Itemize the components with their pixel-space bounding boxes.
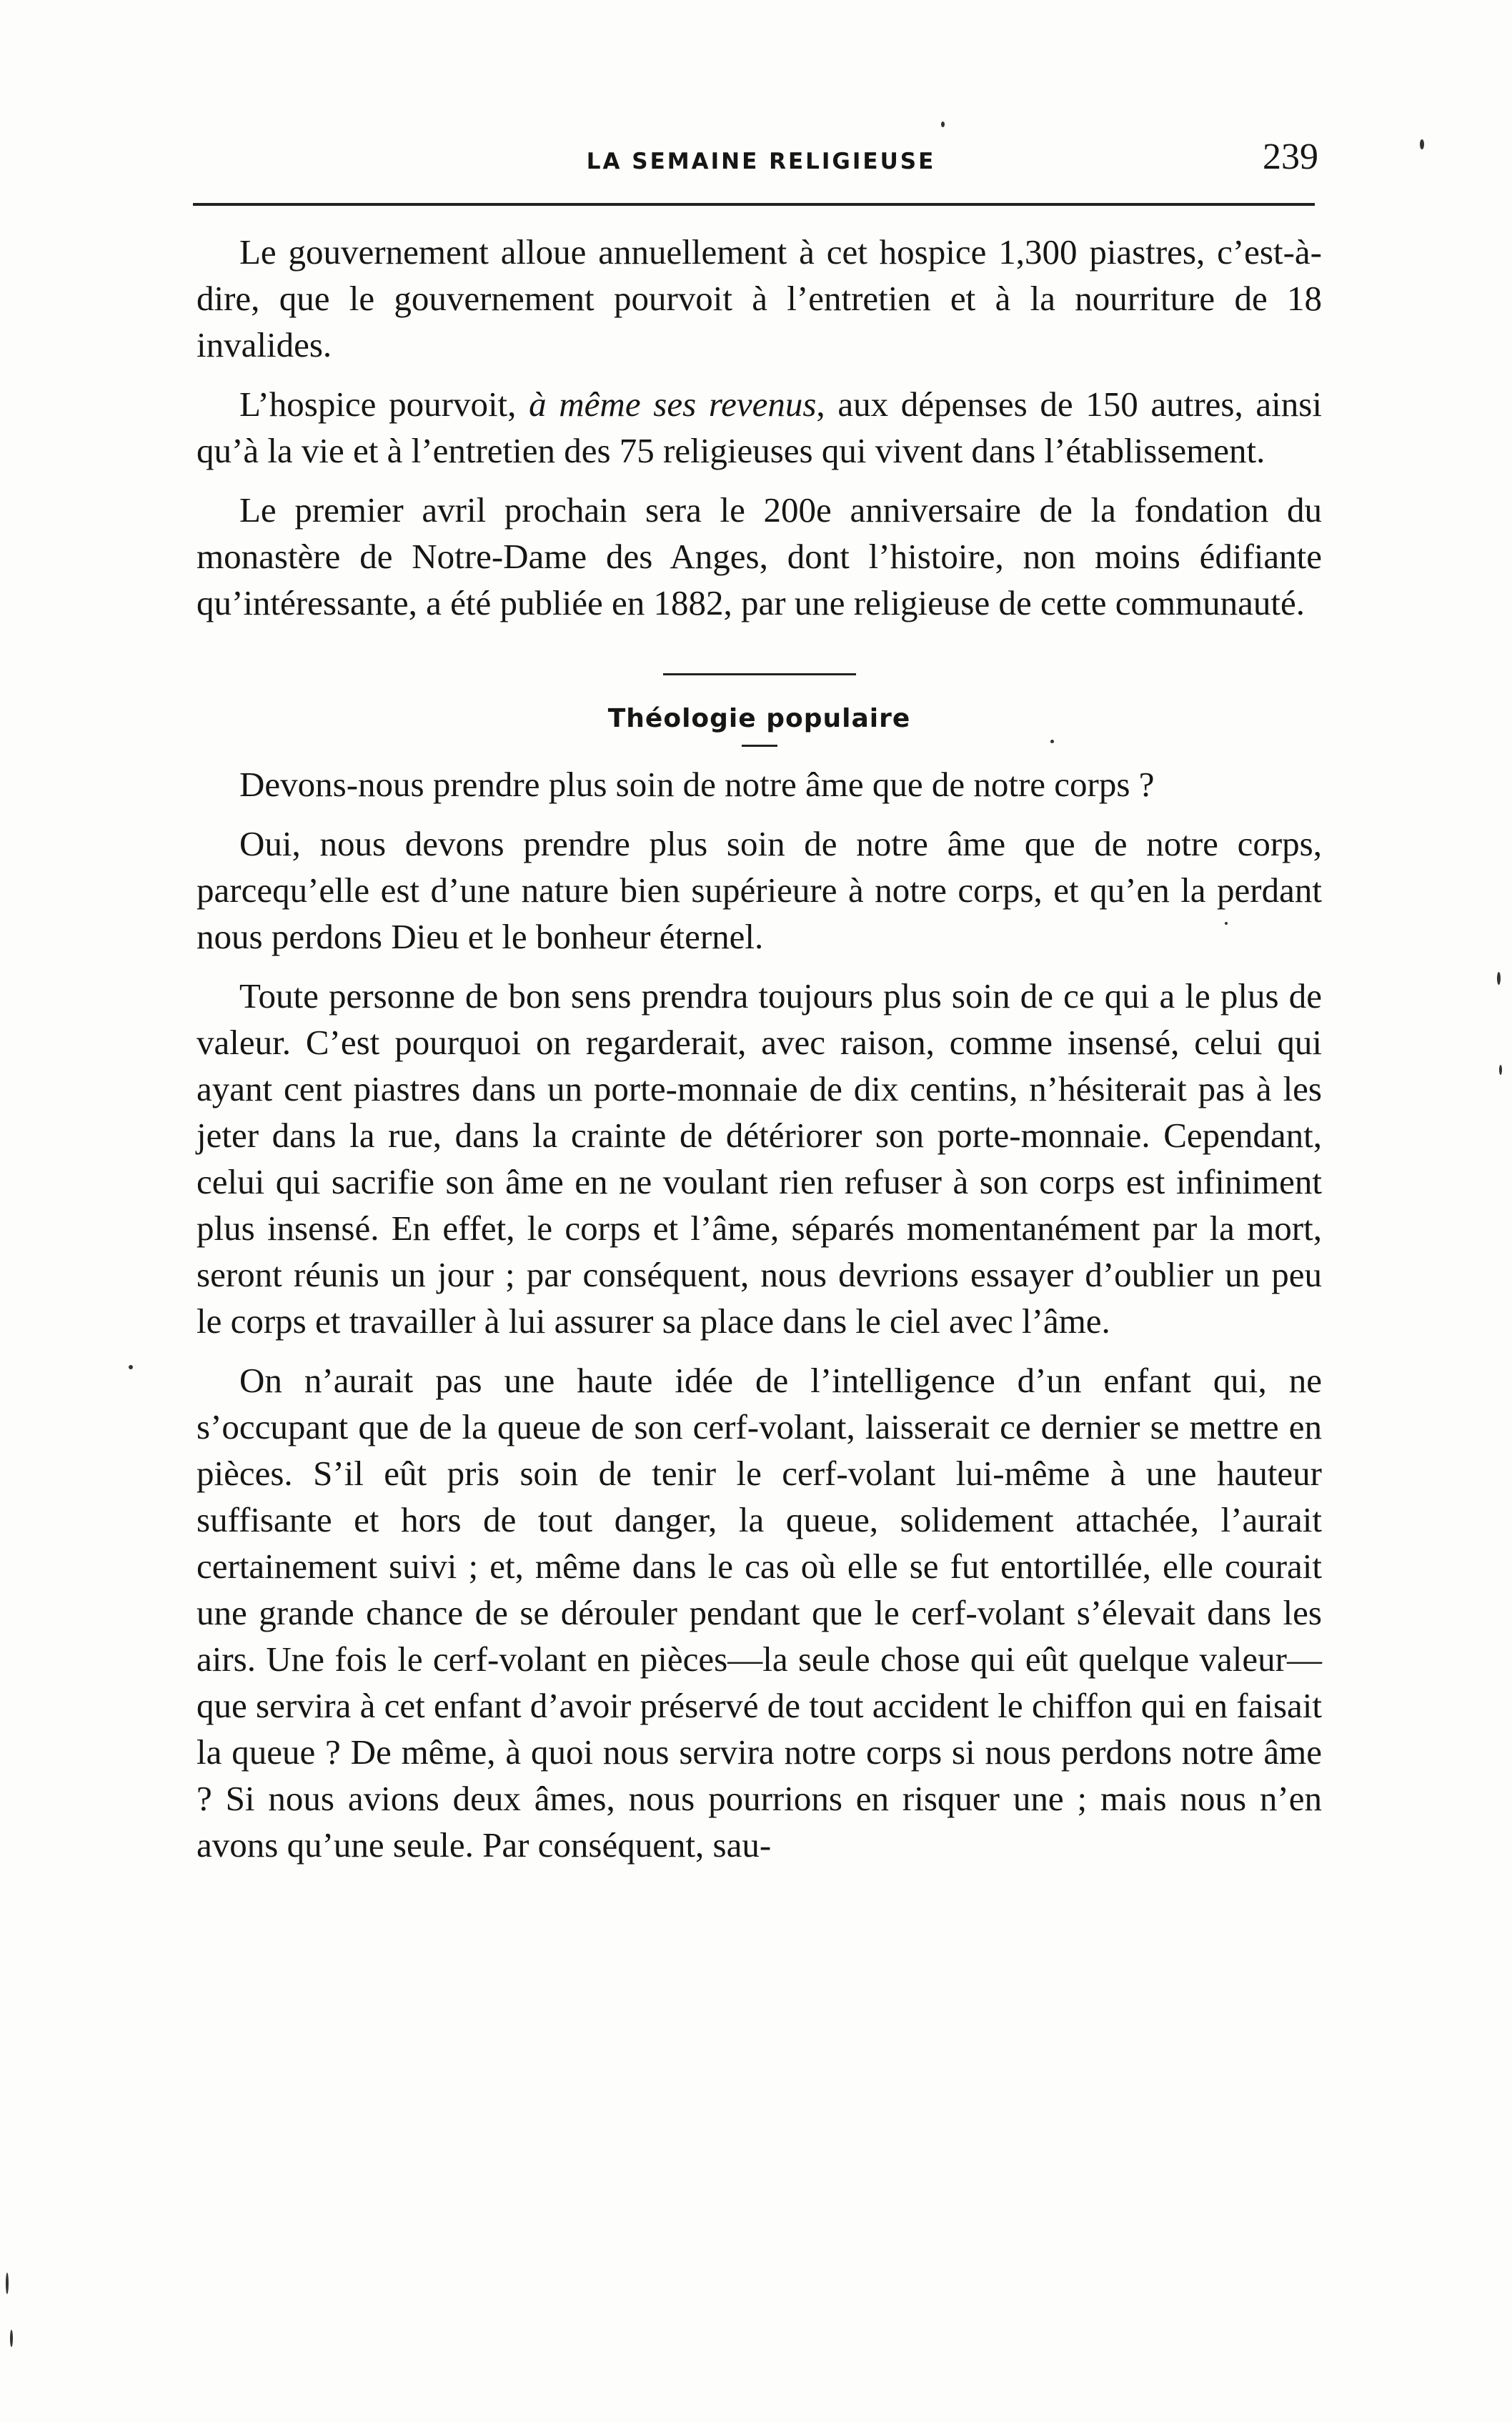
section-separator bbox=[663, 673, 856, 675]
scan-speck bbox=[1050, 740, 1054, 743]
scan-speck bbox=[1499, 1065, 1502, 1075]
paragraph-hospice-expenses-end: , aux dépenses de 150 autres, ainsi qu’à la vie et à l’entretien des 75 religieuses qui vivent dans l’établissement. bbox=[197, 384, 1322, 470]
scan-speck bbox=[941, 121, 945, 127]
paragraph-kite: On n’aurait pas une haute idée de l’intelligence d’un enfant qui, ne s’occupant que de la queue de son cerf-volant, laisserait ce dernier se mettre en pièces. S’il eût pris soin de tenir le cerf-volant lui-même à une hauteur suffisante et hors de tout danger, la queue, solidement attachée, l’aurait certainement suivi ; et, même dans le cas où elle se fut entortillée, elle courait une grande chance de se dérouler pendant que le cerf-volant s’élevait dans les airs. Une fois le cerf-volant en pièces—la seule chose qui eût quelque valeur—que servira à cet enfant d’avoir préservé de tout accident le chiffon qui en faisait la queue ? De même, à quoi nous servira notre corps si nous perdons notre âme ? Si nous avions deux âmes, nous pourrions en risquer une ; mais nous n’en avons qu’une seule. Par conséquent, sau- bbox=[197, 1361, 1322, 1865]
scan-speck bbox=[10, 2330, 13, 2347]
scan-speck bbox=[1420, 139, 1424, 149]
running-title: LA SEMAINE RELIGIEUSE bbox=[586, 149, 936, 174]
paragraph-hospice-expenses bbox=[197, 381, 1322, 474]
scan-speck bbox=[1225, 922, 1228, 925]
header-rule bbox=[193, 203, 1315, 206]
paragraph-anniversary: Le premier avril prochain sera le 200e anniversaire de la fondation du monastère de Notre-Dame des Anges, dont l’histoire, non moins édifiante qu’intéressante, a été publiée en 1882, par une religieuse de cette communauté. bbox=[197, 490, 1322, 622]
scan-speck bbox=[129, 1365, 133, 1369]
section-title: Théologie populaire bbox=[607, 704, 911, 733]
paragraph-good-sense: Toute personne de bon sens prendra toujours plus soin de ce qui a le plus de valeur. C’est pourquoi on regarderait, avec raison, comme insensé, celui qui ayant cent piastres dans un porte-monnaie de dix centins, n’hésiterait pas à les jeter dans la rue, dans la crainte de détériorer son porte-monnaie. Cependant, celui qui sacrifie son âme en ne voulant rien refuser à son corps est infiniment plus insensé. En effet, le corps et l’âme, séparés momentanément par la mort, seront réunis un jour ; par conséquent, nous devrions essayer d’oublier un peu le corps et travailler à lui assurer sa place dans le ciel avec l’âme. bbox=[197, 976, 1322, 1341]
page-number: 239 bbox=[1263, 137, 1318, 177]
scan-speck bbox=[6, 2273, 9, 2294]
scan-speck bbox=[1497, 972, 1501, 985]
paragraph-hospice-expenses-start: L’hospice pourvoit, bbox=[239, 384, 529, 424]
paragraph-answer: Oui, nous devons prendre plus soin de notre âme que de notre corps, parcequ’elle est d’une nature bien supérieure à notre corps, et qu’en la perdant nous perdons Dieu et le bonheur éternel. bbox=[197, 824, 1322, 956]
paragraph-hospice-expenses-italic: à même ses revenus bbox=[529, 384, 817, 424]
page-header bbox=[204, 129, 1318, 193]
body-text bbox=[197, 229, 1322, 1868]
paragraph-question: Devons-nous prendre plus soin de notre âme que de notre corps ? bbox=[239, 765, 1155, 804]
paragraph-hospice-funding: Le gouvernement alloue annuellement à cet hospice 1,300 piastres, c’est-à-dire, que le gouvernement pourvoit à l’entretien et à la nourriture de 18 invalides. bbox=[197, 232, 1322, 364]
section-title-rule bbox=[742, 745, 777, 747]
